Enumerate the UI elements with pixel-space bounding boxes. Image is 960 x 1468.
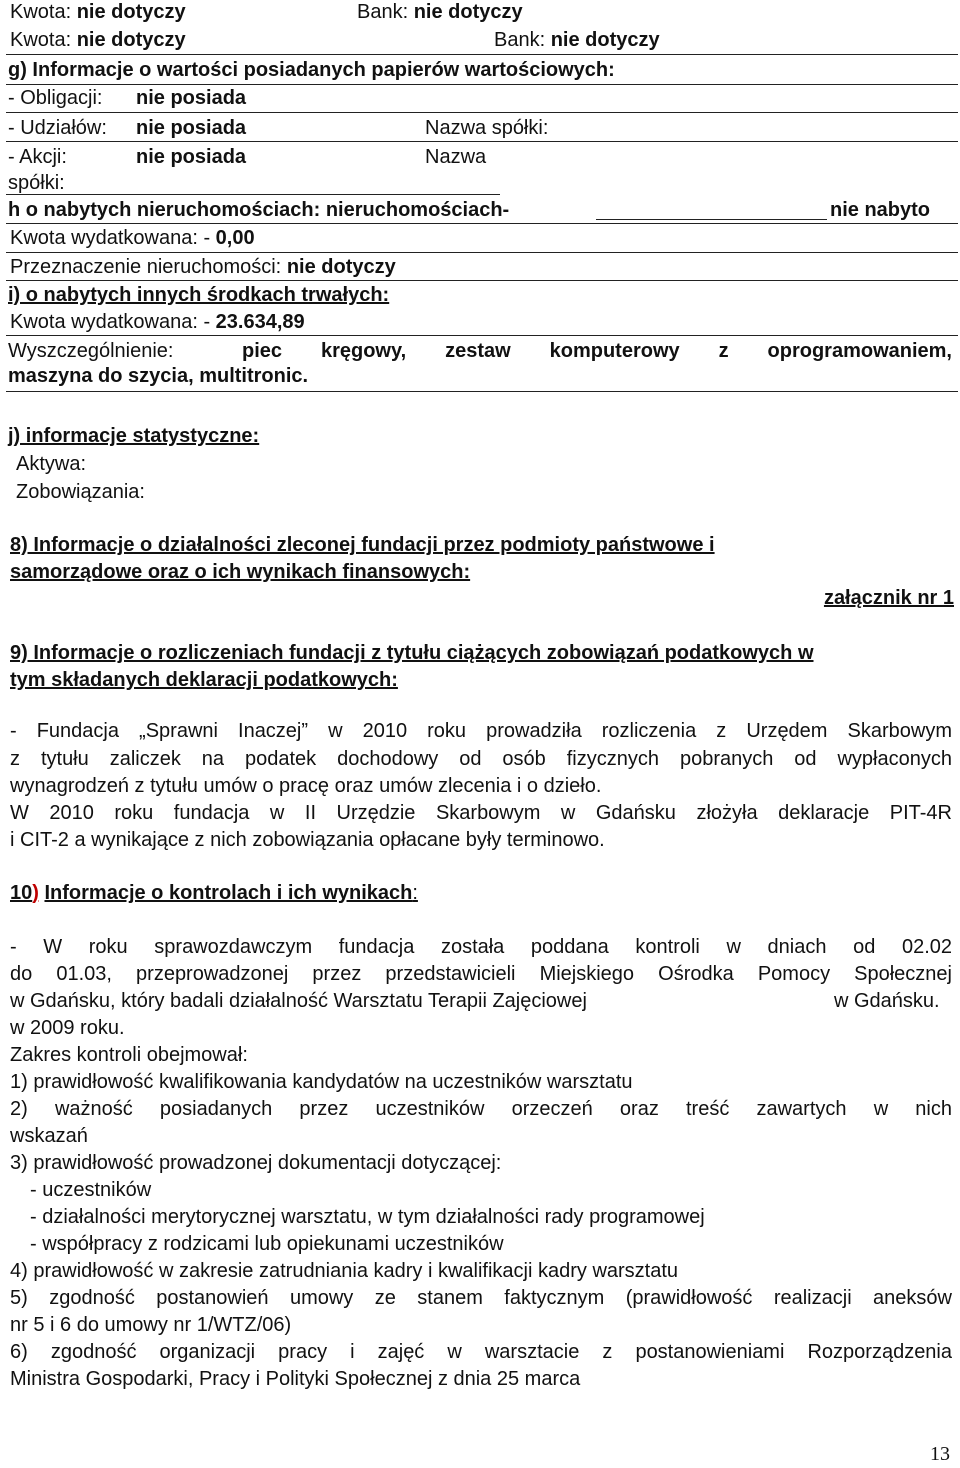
i-wyszczegolnienie-line-1: piec kręgowy, zestaw komputerowy z oprogramowaniem, (242, 340, 952, 362)
h-kwota-line (10, 226, 255, 250)
akcje-label: - Akcji: (8, 146, 67, 168)
divider (6, 252, 958, 253)
attachment-reference: załącznik nr 1 (823, 587, 954, 609)
obligacje-value: nie posiada (136, 87, 247, 109)
section-j-heading: j) informacje statystyczne: (8, 425, 260, 447)
divider (6, 194, 500, 195)
list-item: 1) prawidłowość kwalifikowania kandydatów na uczestników warsztatu (10, 1071, 633, 1093)
list-item: 2) ważność posiadanych przez uczestników orzeczeń oraz treść zawartych w nich (10, 1098, 952, 1120)
divider (6, 84, 958, 85)
list-item: 4) prawidłowość w zakresie zatrudniania kadry i kwalifikacji kadry warsztatu (10, 1260, 679, 1282)
divider (6, 223, 958, 224)
section-10-colon: : (412, 882, 418, 904)
list-item: 5) zgodność postanowień umowy ze stanem faktycznym (prawidłowość realizacji aneksów (10, 1287, 952, 1309)
divider (6, 141, 958, 142)
akcje-company-name: Nazwa (425, 146, 487, 168)
obligacje-label: - Obligacji: (8, 87, 103, 109)
divider (6, 112, 958, 113)
section-h-value: nie nabyto (830, 199, 931, 221)
i-wyszczegolnienie-line-2: maszyna do szycia, multitronic. (8, 365, 309, 387)
kwota-line-2 (10, 28, 186, 52)
list-item: nr 5 i 6 do umowy nr 1/WTZ/06) (10, 1314, 292, 1336)
aktywa-label: Aktywa: (16, 453, 87, 475)
divider (6, 335, 958, 336)
section-10-text: - W roku sprawozdawczym fundacja została poddana kontroli w dniach od 02.02 (10, 936, 952, 958)
section-9-text: W 2010 roku fundacja w II Urzędzie Skarbowym w Gdańsku złożyła deklaracje PIT-4R (10, 802, 952, 824)
section-8-heading-line-1: 8) Informacje o działalności zleconej fundacji przez podmioty państwowe i (10, 534, 715, 556)
i-kwota-line (10, 310, 305, 334)
section-10-text: w Gdańsku. (834, 990, 940, 1012)
section-9-heading-line-1: 9) Informacje o rozliczeniach fundacji z tytułu ciążących zobowiązań podatkowych w (10, 642, 814, 664)
udzialy-label: - Udziałów: (8, 117, 107, 139)
h-kwota-label: Kwota wydatkowana: - (10, 227, 211, 249)
i-wyszczegolnienie-label: Wyszczególnienie: (8, 340, 174, 362)
h-przeznaczenie-line (10, 255, 396, 279)
kwota-value: nie dotyczy (76, 29, 186, 51)
list-item: - uczestników (30, 1179, 152, 1201)
section-9-heading-line-2: tym składanych deklaracji podatkowych: (10, 669, 398, 691)
h-kwota-value: 0,00 (215, 227, 255, 249)
divider (6, 280, 958, 281)
bank-value: nie dotyczy (550, 29, 660, 51)
list-item: - działalności merytorycznej warsztatu, w tym działalności rady programowej (30, 1206, 705, 1228)
kwota-label: Kwota: (10, 1, 72, 23)
divider (6, 54, 958, 55)
section-9-text: wynagrodzeń z tytułu umów o pracę oraz umów zlecenia i o dzieło. (10, 775, 602, 797)
list-item: wskazań (10, 1125, 88, 1147)
i-kwota-label: Kwota wydatkowana: - (10, 311, 211, 333)
underline-fill (596, 219, 827, 220)
section-9-text: i CIT-2 a wynikające z nich zobowiązania opłacane były terminowo. (10, 829, 605, 851)
list-item: 3) prawidłowość prowadzonej dokumentacji dotyczącej: (10, 1152, 502, 1174)
zobowiazania-label: Zobowiązania: (16, 481, 145, 503)
section-g-heading: g) Informacje o wartości posiadanych papierów wartościowych: (8, 59, 615, 81)
divider (6, 391, 958, 392)
section-10-paren: ) (32, 882, 39, 904)
kwota-label: Kwota: (10, 29, 72, 51)
section-9-text: - Fundacja „Sprawni Inaczej” w 2010 roku prowadziła rozliczenia z Urzędem Skarbowym (10, 720, 952, 742)
list-item: Ministra Gospodarki, Pracy i Polityki Społecznej z dnia 25 marca (10, 1368, 581, 1390)
bank-line-1 (357, 0, 523, 24)
akcje-value: nie posiada (136, 146, 247, 168)
section-10-text: w Gdańsku, który badali działalność Warsztatu Terapii Zajęciowej (10, 990, 587, 1012)
section-10-text: w 2009 roku. (10, 1017, 125, 1039)
bank-line-2 (494, 28, 660, 52)
list-item: 6) zgodność organizacji pracy i zajęć w warsztacie z postanowieniami Rozporządzenia (10, 1341, 952, 1363)
section-10-number: 10 (10, 882, 33, 904)
bank-label: Bank: (357, 1, 409, 23)
bank-label: Bank: (494, 29, 546, 51)
kwota-line-1 (10, 0, 186, 24)
zakres-label: Zakres kontroli obejmował: (10, 1044, 248, 1066)
section-9-text: z tytułu zaliczek na podatek dochodowy od osób fizycznych pobranych od wypłaconych (10, 748, 952, 770)
i-kwota-value: 23.634,89 (215, 311, 305, 333)
section-10-heading (10, 881, 418, 905)
section-h-heading: h o nabytych nieruchomościach: nieruchomościach- (8, 199, 510, 221)
udzialy-value: nie posiada (136, 117, 247, 139)
section-10-text: do 01.03, przeprowadzonej przez przedstawicieli Miejskiego Ośrodka Pomocy Społecznej (10, 963, 952, 985)
kwota-value: nie dotyczy (76, 1, 186, 23)
udzialy-company-name: Nazwa spółki: (425, 117, 549, 139)
section-10-title: Informacje o kontrolach i ich wynikach (44, 882, 413, 904)
h-przeznaczenie-label: Przeznaczenie nieruchomości: (10, 256, 282, 278)
spolki-label: spółki: (8, 172, 65, 194)
section-i-heading: i) o nabytych innych środkach trwałych: (8, 284, 390, 306)
page-number: 13 (930, 1443, 950, 1465)
list-item: - współpracy z rodzicami lub opiekunami uczestników (30, 1233, 504, 1255)
h-przeznaczenie-value: nie dotyczy (286, 256, 396, 278)
bank-value: nie dotyczy (413, 1, 523, 23)
section-8-heading-line-2: samorządowe oraz o ich wynikach finansowych: (10, 561, 471, 583)
